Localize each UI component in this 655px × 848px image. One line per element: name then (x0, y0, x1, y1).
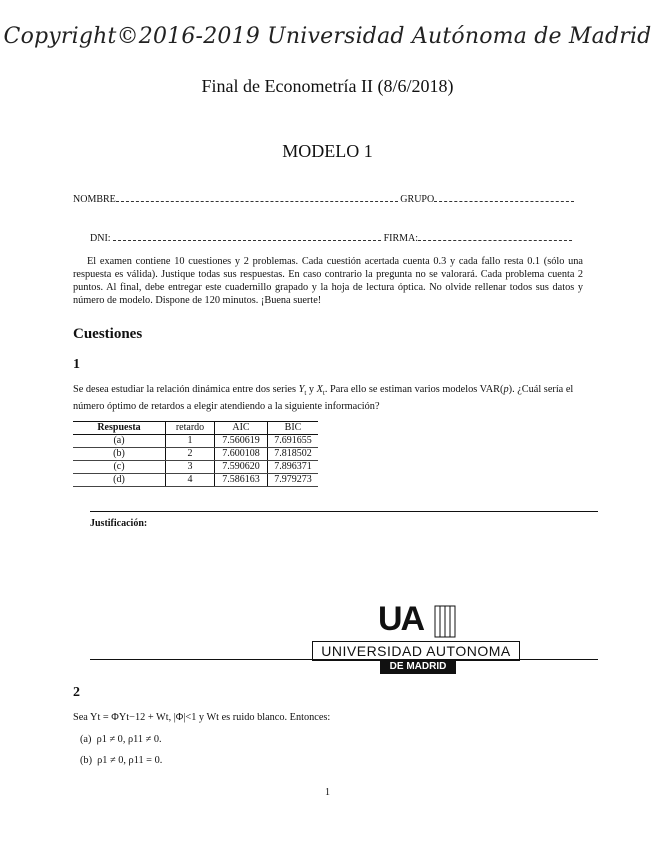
exam-instructions: El examen contiene 10 cuestiones y 2 problemas. Cada cuestión acertada cuenta 0.3 y cada fallo resta 0.1 (sólo una respuesta es válida). Justique todas sus respuestas. En caso contrario la pregunta no se valorará. Cada problema cuenta 2 puntos. Al final, debe entregar este cuadernillo grapado y la hoja de lectura óptica. No olvide rellenar todos sus datos y número de modelo. Dispone de 120 minutos. ¡Buena suerte! (73, 256, 583, 306)
table-cell: 7.691655 (268, 435, 319, 448)
table-row (73, 474, 318, 487)
copyright-watermark: Copyright©2016-2019 Universidad Autónoma de Madrid (3, 24, 652, 49)
question-2-option-a: (a) ρ1 ≠ 0, ρ11 ≠ 0. (80, 734, 162, 745)
nombre-label: NOMBRE (73, 194, 116, 205)
table-cell: 7.590620 (215, 461, 268, 474)
table-cell: (c) (73, 461, 166, 474)
question-1-number: 1 (73, 357, 80, 372)
section-title: Cuestiones (73, 326, 143, 342)
table-cell: (a) (73, 435, 166, 448)
dni-blank (113, 239, 381, 241)
logo-city: DE MADRID (380, 660, 456, 674)
table-header: Respuesta (73, 422, 166, 435)
dni-label: DNI: (90, 233, 111, 244)
firma-blank (418, 239, 572, 241)
table-cell: 7.896371 (268, 461, 319, 474)
logo-name: UNIVERSIDAD AUTONOMA (312, 641, 520, 661)
justification-bottom-rule (90, 659, 598, 660)
nombre-field (73, 194, 574, 205)
table-row (73, 461, 318, 474)
university-logo (312, 600, 524, 675)
table-row (73, 448, 318, 461)
grupo-label: GRUPO (400, 194, 435, 205)
table-cell: 7.586163 (215, 474, 268, 487)
table-cell: 7.818502 (268, 448, 319, 461)
logo-building-icon (434, 605, 458, 639)
table-header: AIC (215, 422, 268, 435)
table-cell: 7.560619 (215, 435, 268, 448)
logo-initials: UA (378, 600, 424, 638)
dni-field (90, 233, 572, 244)
lag-selection-table (73, 421, 318, 487)
table-cell: 3 (166, 461, 215, 474)
table-cell: 7.979273 (268, 474, 319, 487)
table-row (73, 435, 318, 448)
firma-label: FIRMA: (383, 233, 419, 244)
table-cell: 4 (166, 474, 215, 487)
justification-top-rule (90, 511, 598, 512)
nombre-blank (116, 200, 398, 202)
table-cell: 1 (166, 435, 215, 448)
table-cell: 7.600108 (215, 448, 268, 461)
question-2-number: 2 (73, 685, 80, 700)
page-number: 1 (325, 787, 330, 798)
table-header: retardo (166, 422, 215, 435)
table-cell: (b) (73, 448, 166, 461)
table-header: BIC (268, 422, 319, 435)
question-1-text: Se desea estudiar la relación dinámica entre dos series $Y_t$ y $X_t$. Para ello se estiman varios modelos VAR(p). ¿Cuál sería el número óptimo de retardos a elegir atendiendo a la siguiente información? (73, 384, 574, 413)
question-2-option-b: (b) ρ1 ≠ 0, ρ11 = 0. (80, 755, 163, 766)
question-2-text: Sea Yt = ΦYt−12 + Wt, |Φ|<1 y Wt es ruido blanco. Entonces: (73, 712, 331, 723)
table-cell: (d) (73, 474, 166, 487)
grupo-blank (434, 200, 574, 202)
model-number: MODELO 1 (282, 141, 373, 161)
justification-label: Justificación: (90, 518, 148, 529)
exam-title: Final de Econometría II (8/6/2018) (201, 76, 454, 96)
table-cell: 2 (166, 448, 215, 461)
table-header-row (73, 422, 318, 435)
